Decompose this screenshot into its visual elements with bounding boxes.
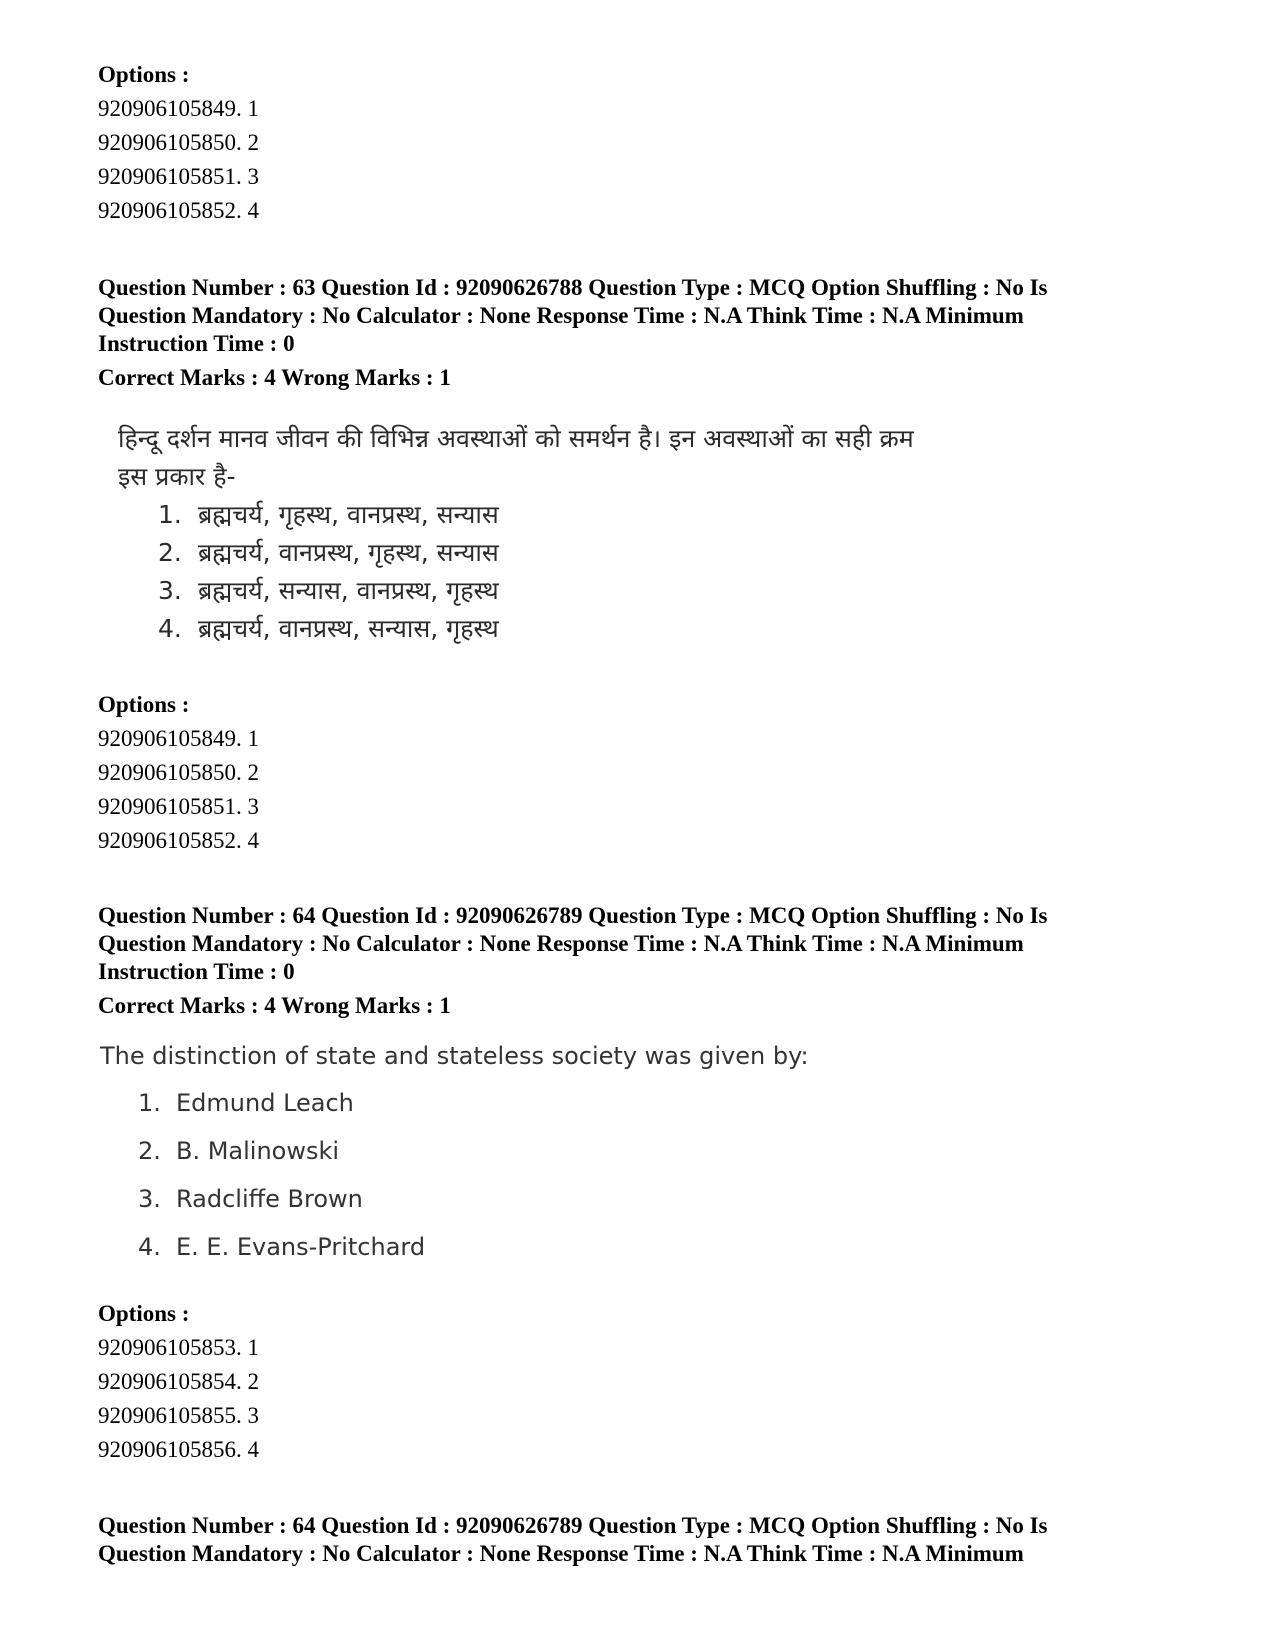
choice-number: 4. bbox=[158, 614, 182, 643]
option-line: 920906105850. 2 bbox=[98, 130, 259, 155]
question-64-header bbox=[98, 902, 1188, 1020]
choice-text: E. E. Evans-Pritchard bbox=[176, 1233, 426, 1261]
question-64-content bbox=[100, 1041, 1000, 1271]
option-line: 920906105850. 2 bbox=[98, 760, 259, 785]
question-marks: Correct Marks : 4 Wrong Marks : 1 bbox=[98, 993, 451, 1018]
choice-list bbox=[158, 496, 1018, 648]
choice-item bbox=[158, 572, 1018, 610]
option-line: 920906105855. 3 bbox=[98, 1403, 259, 1428]
option-line: 920906105853. 1 bbox=[98, 1335, 259, 1360]
question-header-line: Question Mandatory : No Calculator : None Response Time : N.A Think Time : N.A Minimum bbox=[98, 303, 1024, 328]
choice-number: 1. bbox=[138, 1089, 161, 1117]
question-header-line: Question Number : 64 Question Id : 92090626789 Question Type : MCQ Option Shuffling : No Is bbox=[98, 1513, 1048, 1538]
choice-number: 1. bbox=[158, 500, 182, 529]
choice-number: 2. bbox=[138, 1137, 161, 1165]
choice-item bbox=[138, 1223, 1000, 1271]
options-title: Options : bbox=[98, 62, 190, 87]
choice-number: 3. bbox=[158, 576, 182, 605]
question-64-repeat-header bbox=[98, 1512, 1188, 1568]
choice-text: ब्रह्मचर्य, सन्यास, वानप्रस्थ, गृहस्थ bbox=[198, 576, 499, 605]
question-header-line: Instruction Time : 0 bbox=[98, 959, 295, 984]
question-header-line: Question Number : 64 Question Id : 92090626789 Question Type : MCQ Option Shuffling : No Is bbox=[98, 903, 1048, 928]
choice-text: Edmund Leach bbox=[176, 1089, 354, 1117]
question-64-options bbox=[98, 1297, 1188, 1467]
choice-text: Radcliffe Brown bbox=[176, 1185, 363, 1213]
choice-item bbox=[138, 1175, 1000, 1223]
question-63-header bbox=[98, 274, 1188, 392]
question-63-options bbox=[98, 688, 1188, 858]
choice-item bbox=[158, 610, 1018, 648]
choice-number: 4. bbox=[138, 1233, 161, 1261]
question-stem: The distinction of state and stateless society was given by: bbox=[100, 1042, 809, 1070]
choice-item bbox=[158, 496, 1018, 534]
option-line: 920906105854. 2 bbox=[98, 1369, 259, 1394]
option-line: 920906105851. 3 bbox=[98, 164, 259, 189]
option-line: 920906105849. 1 bbox=[98, 96, 259, 121]
options-title: Options : bbox=[98, 692, 190, 717]
choice-item bbox=[138, 1079, 1000, 1127]
choice-text: B. Malinowski bbox=[176, 1137, 340, 1165]
question-marks: Correct Marks : 4 Wrong Marks : 1 bbox=[98, 365, 451, 390]
question-stem: हिन्दू दर्शन मानव जीवन की विभिन्न अवस्थाओं को समर्थन है। इन अवस्थाओं का सही क्रम bbox=[118, 424, 914, 453]
option-line: 920906105849. 1 bbox=[98, 726, 259, 751]
choice-text: ब्रह्मचर्य, वानप्रस्थ, गृहस्थ, सन्यास bbox=[198, 538, 499, 567]
choice-number: 2. bbox=[158, 538, 182, 567]
option-line: 920906105856. 4 bbox=[98, 1437, 259, 1462]
options-title: Options : bbox=[98, 1301, 190, 1326]
options-block-top bbox=[98, 58, 1188, 228]
choice-list bbox=[138, 1079, 1000, 1271]
question-header-line: Question Mandatory : No Calculator : None Response Time : N.A Think Time : N.A Minimum bbox=[98, 931, 1024, 956]
choice-text: ब्रह्मचर्य, गृहस्थ, वानप्रस्थ, सन्यास bbox=[198, 500, 499, 529]
question-stem: इस प्रकार है- bbox=[118, 462, 236, 491]
option-line: 920906105852. 4 bbox=[98, 198, 259, 223]
option-line: 920906105851. 3 bbox=[98, 794, 259, 819]
choice-item bbox=[158, 534, 1018, 572]
question-header-line: Instruction Time : 0 bbox=[98, 331, 295, 356]
choice-number: 3. bbox=[138, 1185, 161, 1213]
question-header-line: Question Mandatory : No Calculator : None Response Time : N.A Think Time : N.A Minimum bbox=[98, 1541, 1024, 1566]
choice-item bbox=[138, 1127, 1000, 1175]
question-63-content bbox=[118, 420, 1018, 648]
choice-text: ब्रह्मचर्य, वानप्रस्थ, सन्यास, गृहस्थ bbox=[198, 614, 499, 643]
option-line: 920906105852. 4 bbox=[98, 828, 259, 853]
question-header-line: Question Number : 63 Question Id : 92090626788 Question Type : MCQ Option Shuffling : No Is bbox=[98, 275, 1048, 300]
